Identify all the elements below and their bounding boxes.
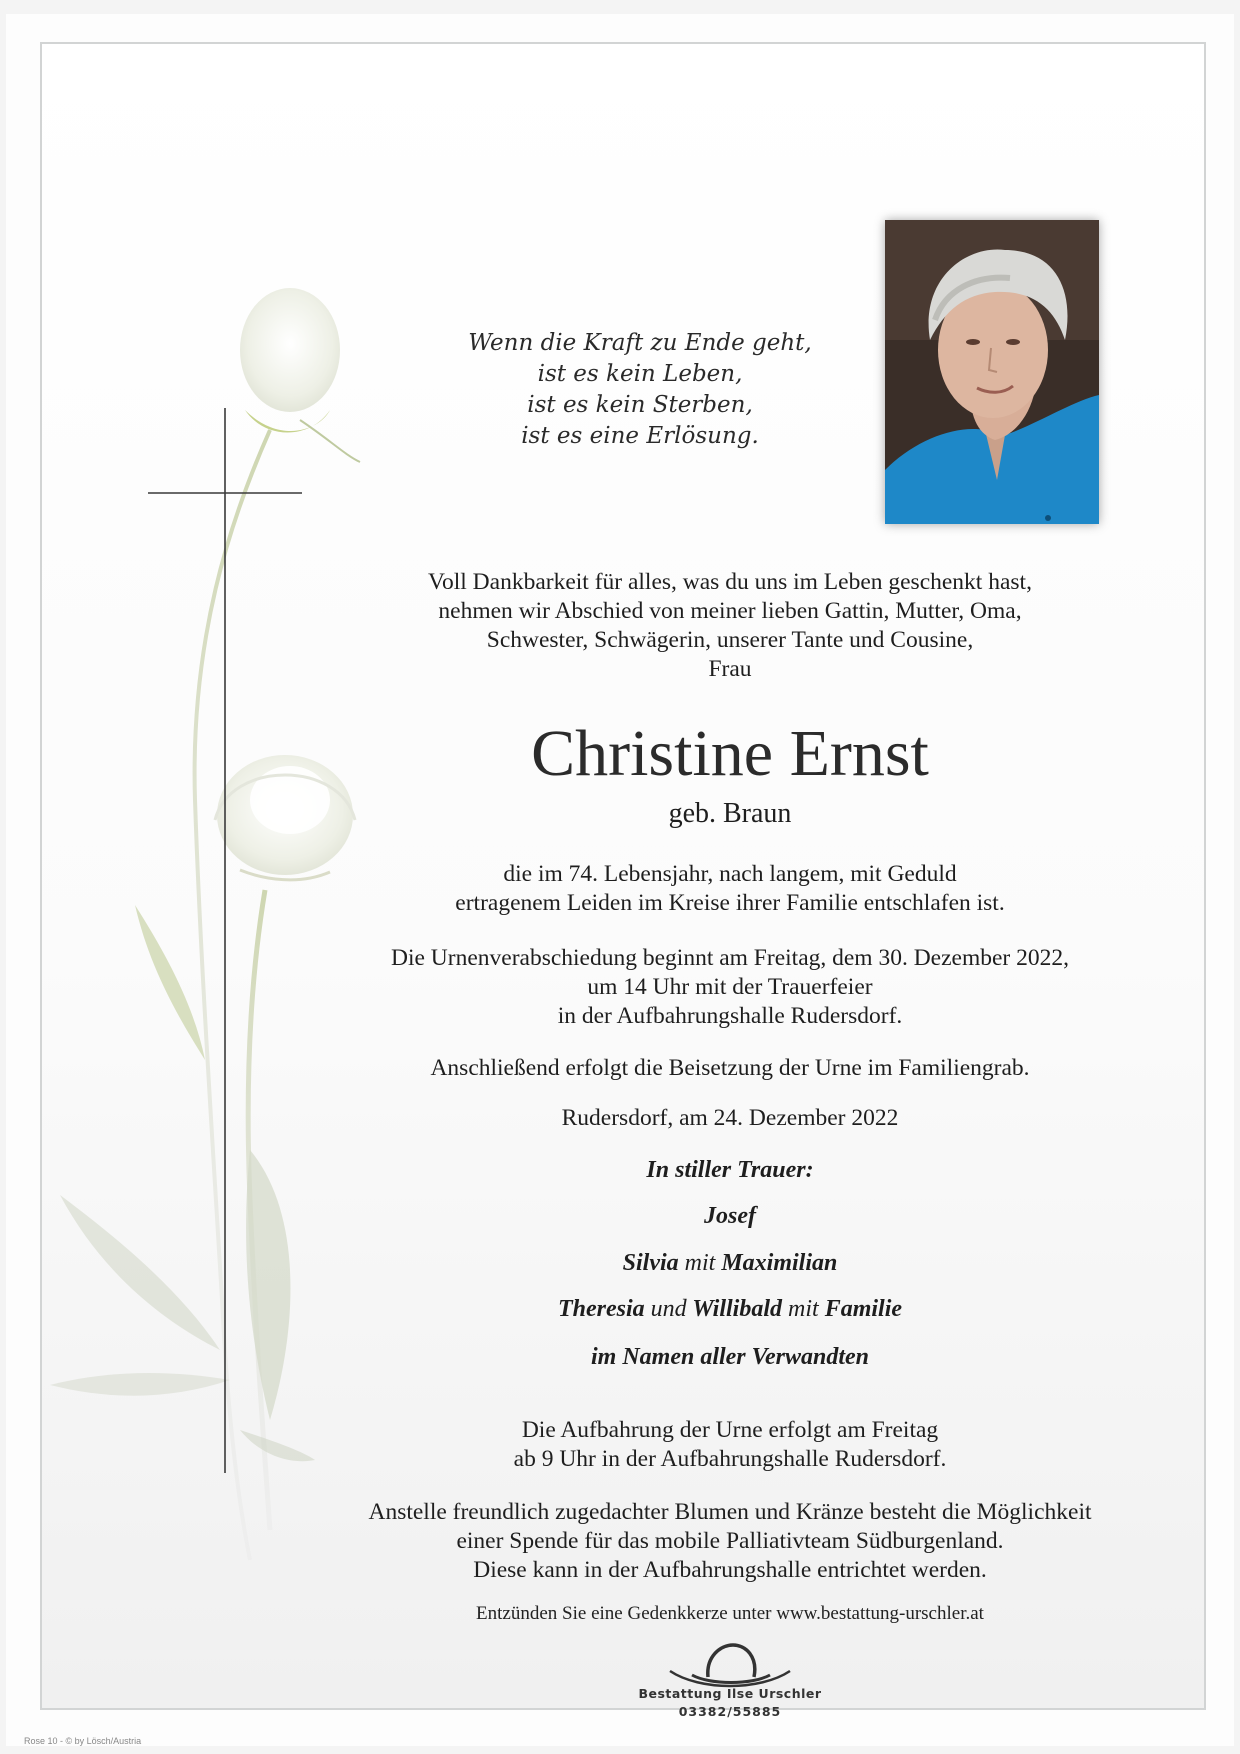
verse xyxy=(420,328,860,452)
donation-line: Anstelle freundlich zugedachter Blumen und Kränze besteht die Möglichkeit xyxy=(368,1499,1092,1525)
intro-line: Schwester, Schwägerin, unserer Tante und Cousine, xyxy=(486,627,974,653)
maiden-name: geb. Braun xyxy=(668,798,792,829)
ceremony-line: Die Urnenverabschiedung beginnt am Freitag, dem 30. Dezember 2022, xyxy=(390,945,1070,971)
ceremony-text xyxy=(340,944,1120,1031)
mourner-connector: und xyxy=(650,1296,687,1322)
viewing-line: ab 9 Uhr in der Aufbahrungshalle Rudersdorf. xyxy=(513,1446,947,1472)
verse-line: ist es kein Sterben, xyxy=(527,392,753,418)
mourner-line xyxy=(340,1296,1120,1323)
viewing-line: Die Aufbahrung der Urne erfolgt am Freitag xyxy=(521,1417,939,1443)
viewing-text xyxy=(340,1416,1120,1474)
funeral-home-phone: 03382/55885 xyxy=(678,1704,782,1719)
ceremony-line: in der Aufbahrungshalle Rudersdorf. xyxy=(557,1003,903,1029)
funeral-home-name: Bestattung Ilse Urschler xyxy=(638,1686,822,1701)
verse-line: ist es eine Erlösung. xyxy=(521,423,759,449)
mourner-name: Willibald xyxy=(692,1296,783,1322)
mourner-connector: mit xyxy=(684,1250,716,1276)
intro-line: nehmen wir Abschied von meiner lieben Gattin, Mutter, Oma, xyxy=(438,598,1022,624)
donation-text xyxy=(340,1498,1120,1585)
mourner-line xyxy=(340,1250,1120,1277)
passing-line: die im 74. Lebensjahr, nach langem, mit Geduld xyxy=(503,861,957,887)
intro-line: Voll Dankbarkeit für alles, was du uns im Leben geschenkt hast, xyxy=(428,569,1032,595)
mourner-name: Silvia xyxy=(622,1250,679,1276)
mourner-line: Josef xyxy=(704,1203,756,1229)
candle-note: Entzünden Sie eine Gedenkkerze unter www.bestattung-urschler.at xyxy=(476,1603,984,1624)
passing-line: ertragenem Leiden im Kreise ihrer Familie entschlafen ist. xyxy=(455,890,1005,916)
mourner-name: Maximilian xyxy=(721,1250,838,1276)
mourner-connector: mit xyxy=(788,1296,819,1322)
place-date: Rudersdorf, am 24. Dezember 2022 xyxy=(561,1105,899,1131)
donation-line: Diese kann in der Aufbahrungshalle entrichtet werden. xyxy=(473,1557,987,1583)
deceased-name: Christine Ernst xyxy=(531,717,929,790)
mourners-closing: im Namen aller Verwandten xyxy=(590,1344,870,1370)
verse-line: Wenn die Kraft zu Ende geht, xyxy=(468,330,812,356)
mourner-name: Familie xyxy=(824,1296,903,1322)
intro-line: Frau xyxy=(708,656,752,682)
passing-text xyxy=(340,860,1120,918)
portrait-photo xyxy=(885,220,1099,524)
mourner-name: Theresia xyxy=(557,1296,645,1322)
verse-line: ist es kein Leben, xyxy=(537,361,743,387)
donation-line: einer Spende für das mobile Palliativteam Südburgenland. xyxy=(456,1528,1004,1554)
burial-text: Anschließend erfolgt die Beisetzung der Urne im Familiengrab. xyxy=(430,1055,1030,1081)
ceremony-line: um 14 Uhr mit der Trauerfeier xyxy=(587,974,873,1000)
image-credit: Rose 10 - © by Lösch/Austria xyxy=(24,1736,142,1746)
mourners-heading: In stiller Trauer: xyxy=(646,1157,814,1183)
intro-text xyxy=(340,568,1120,684)
